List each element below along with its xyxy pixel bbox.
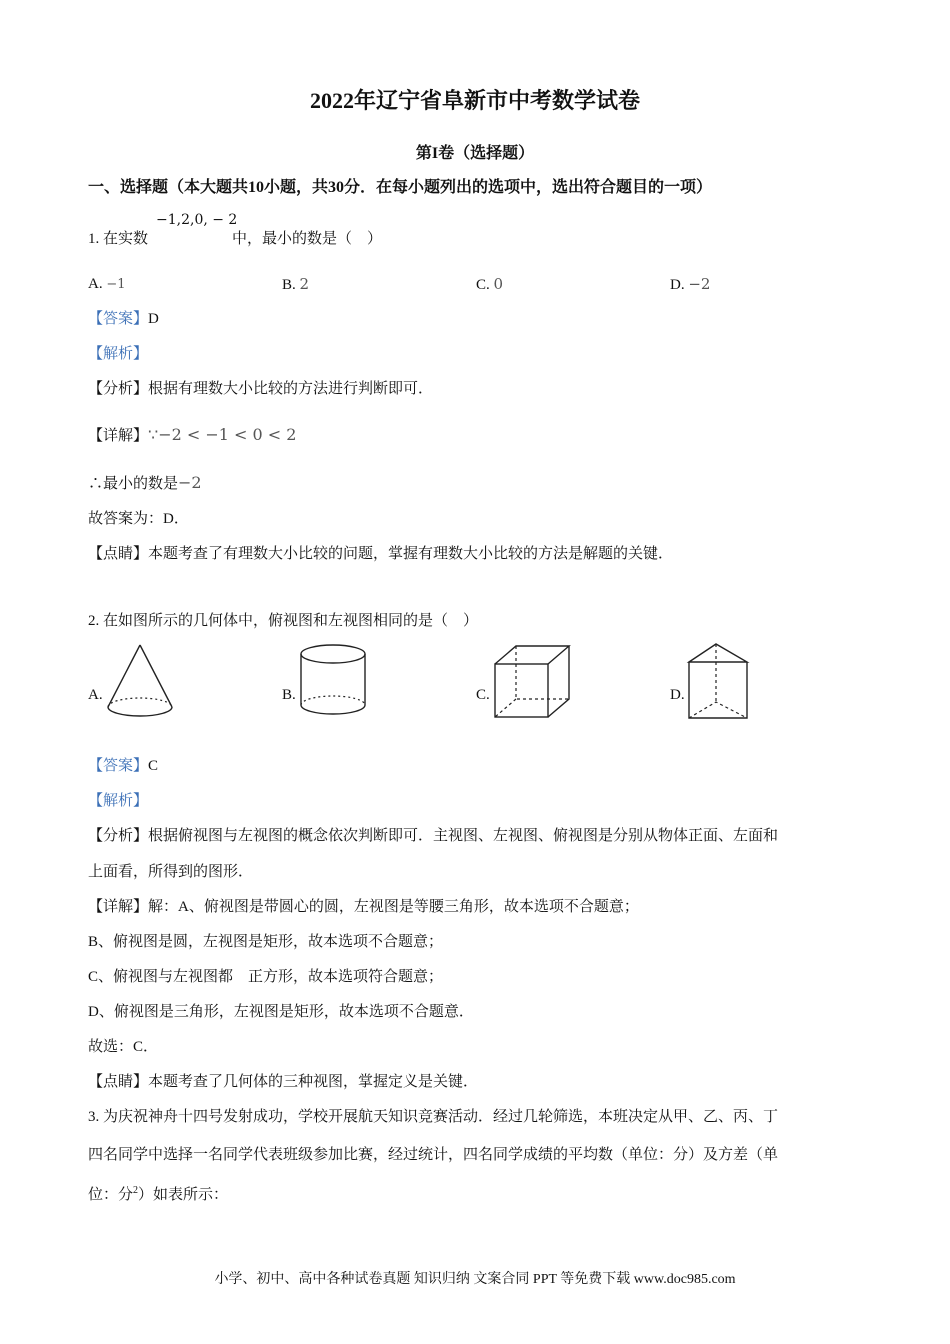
q2-option-b-label: B.	[282, 687, 296, 703]
q2-stem: 2. 在如图所示的几何体中，俯视图和左视图相同的是（ ）	[88, 613, 479, 629]
q2-analysis-tag: 【解析】	[88, 793, 149, 809]
q1-option-b: B. 2	[282, 275, 310, 293]
q2-detail-a: 【详解】解：A、俯视图是带圆心的圆，左视图是等腰三角形，故本选项不合题意；	[88, 899, 639, 915]
q1-option-c: C. 0	[476, 275, 504, 293]
q1-option-a: A. −1	[88, 276, 126, 292]
q2-fenxi-line2: 上面看，所得到的图形．	[88, 864, 254, 880]
q1-conclusion: ∴最小的数是−2	[88, 473, 202, 492]
q2-detail-b: B、俯视图是圆，左视图是矩形，故本选项不合题意；	[88, 934, 444, 950]
q2-answer: 【答案】C	[88, 758, 159, 774]
q1-choice: 故答案为：D．	[88, 511, 189, 527]
q1-number-set: −1,2,0, − 2	[156, 212, 238, 228]
q1-stem-prefix: 1. 在实数	[88, 231, 149, 247]
q1-stem-suffix: 中，最小的数是（ ）	[232, 231, 383, 247]
q1-detail: 【详解】∵−2 < −1 < 0 < 2	[88, 425, 297, 444]
q1-fenxi: 【分析】根据有理数大小比较的方法进行判断即可．	[88, 381, 434, 397]
q2-dianjing: 【点睛】本题考查了几何体的三种视图，掌握定义是关键．	[88, 1074, 479, 1090]
q3-line3: 位：分$^2$）如表所示：	[88, 1185, 229, 1203]
q1-answer: 【答案】D	[88, 311, 159, 327]
triangular-prism-figure	[686, 640, 752, 722]
q1-dianjing: 【点睛】本题考查了有理数大小比较的问题，掌握有理数大小比较的方法是解题的关键．	[88, 546, 674, 562]
q2-option-d-label: D.	[670, 687, 685, 703]
page-footer: 小学、初中、高中各种试卷真题 知识归纳 文案合同 PPT 等免费下载 www.doc985.com	[214, 1272, 736, 1287]
q2-detail-c: C、俯视图与左视图都 正方形，故本选项符合题意；	[88, 969, 444, 985]
q2-choice: 故选：C．	[88, 1039, 159, 1055]
q1-option-d: D. −2	[670, 275, 711, 293]
q2-option-c-label: C.	[476, 687, 490, 703]
cone-figure	[104, 641, 176, 721]
q2-option-a-label: A.	[88, 687, 103, 703]
page-title: 2022年辽宁省阜新市中考数学试卷	[309, 88, 640, 113]
cylinder-figure	[298, 641, 368, 721]
q2-fenxi-line1: 【分析】根据俯视图与左视图的概念依次判断即可．主视图、左视图、俯视图是分别从物体正面、左面和	[88, 828, 779, 844]
q1-stem	[88, 228, 382, 250]
q3-line1: 3. 为庆祝神舟十四号发射成功，学校开展航天知识竞赛活动．经过几轮筛选，本班决定从甲、乙、丙、丁	[88, 1109, 779, 1125]
q3-line2: 四名同学中选择一名同学代表班级参加比赛，经过统计，四名同学成绩的平均数（单位：分）及方差（单	[88, 1147, 779, 1163]
q1-analysis-tag: 【解析】	[88, 346, 149, 362]
q2-detail-d: D、俯视图是三角形，左视图是矩形，故本选项不合题意．	[88, 1004, 474, 1020]
section-heading: 一、选择题（本大题共10小题，共30分．在每小题列出的选项中，选出符合题目的一项）	[88, 179, 713, 196]
cube-figure	[492, 643, 572, 721]
part-heading: 第I卷（选择题）	[415, 145, 535, 162]
